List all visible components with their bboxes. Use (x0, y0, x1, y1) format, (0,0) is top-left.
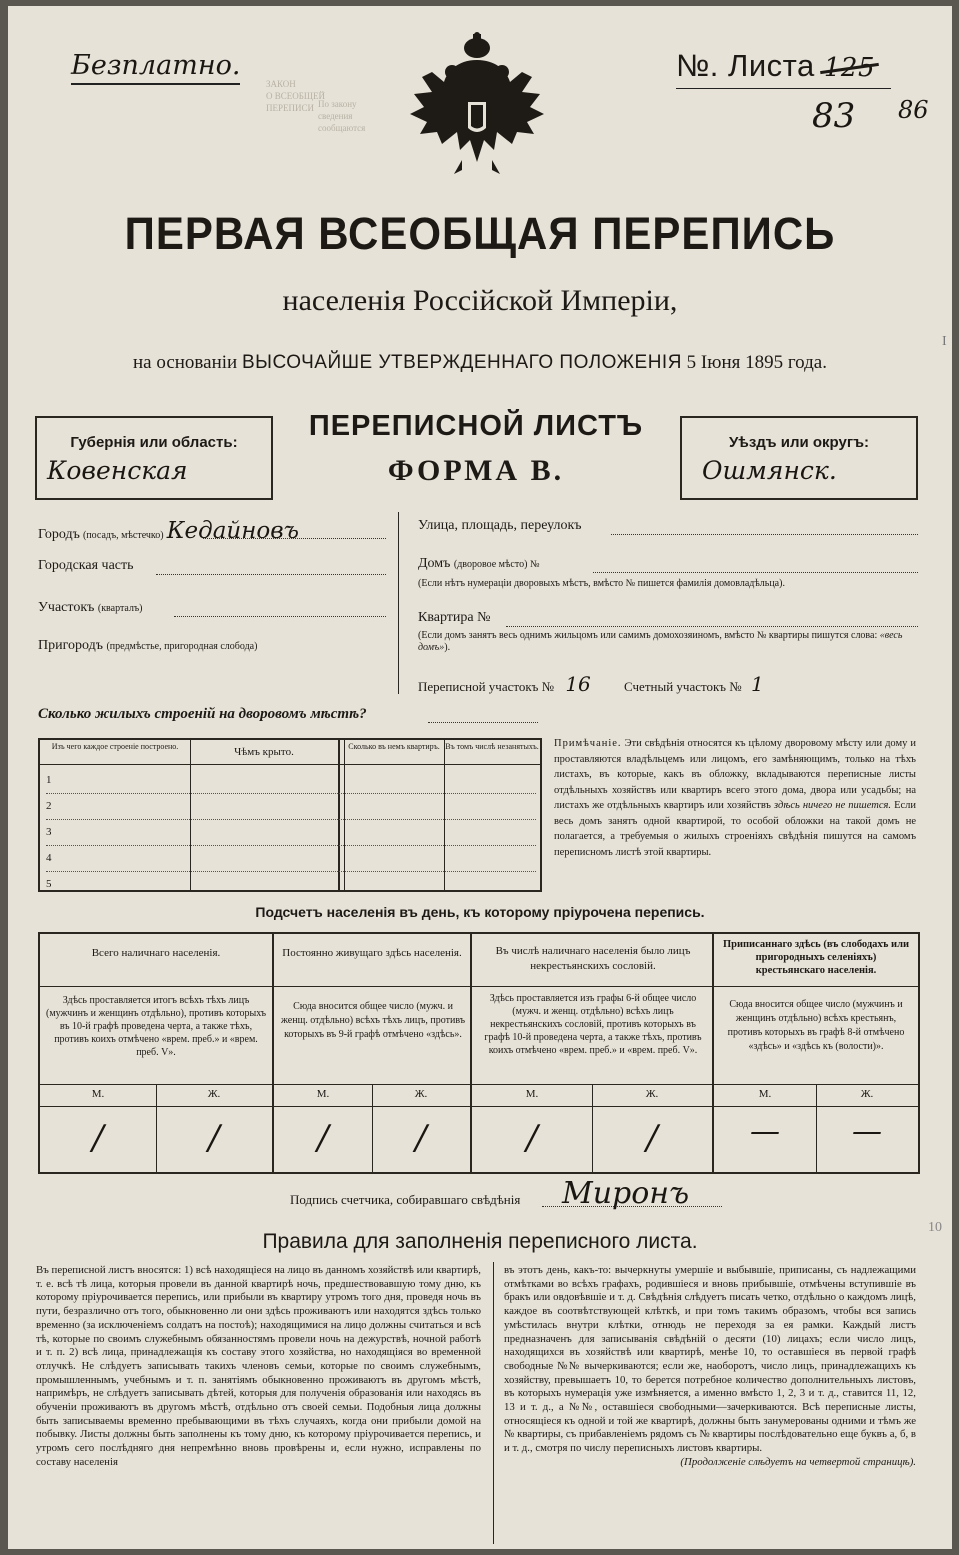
buildings-col-material: Изъ чего каждое строеніе построено. (51, 742, 179, 751)
population-col-present-f-label: Ж. (207, 1088, 221, 1100)
uezd-label: Уѣздъ или округъ: (728, 434, 870, 451)
population-nonpeasant-f-value[interactable]: / (646, 1118, 658, 1158)
population-col-peasant-m-label: М. (758, 1088, 772, 1100)
population-col-resident-m-label: М. (316, 1088, 330, 1100)
population-table (38, 932, 920, 1174)
rules-title: Правила для заполненія переписного листа. (262, 1230, 698, 1253)
house-hint: (Если нѣтъ нумераціи дворовыхъ мѣстъ, вмѣсто № пишется фамилія домовладѣльца). (418, 578, 785, 589)
population-title: Подсчетъ населенія въ день, къ которому пріурочена перепись. (255, 904, 705, 920)
population-col-present-head: Всего наличнаго населенія. (91, 947, 221, 959)
table-row[interactable]: 3 (46, 820, 536, 846)
gubernia-box (35, 416, 273, 500)
population-col-nonpeasant-desc: Здѣсь проставляется изъ графы 6-й общее число (мужч. и женщ. отдѣльно) всѣхъ лицъ некрестьянскихъ сословій, противъ которыхъ въ графѣ 10-й проведена черта, а также тѣхъ, противъ коихъ отмѣчено «врем. преб.» и «врем. преб. V». (484, 993, 702, 1056)
flat-field[interactable]: Квартира № (418, 610, 918, 626)
signature-label: Подпись счетчика, собиравшаго свѣдѣнія (290, 1192, 521, 1207)
signature-value[interactable]: Миронъ (562, 1176, 690, 1211)
population-col-present-m-label: М. (91, 1088, 105, 1100)
table-row[interactable]: 2 (46, 794, 536, 820)
population-col-peasant-f-label: Ж. (860, 1088, 874, 1100)
population-nonpeasant-m-value[interactable]: / (526, 1118, 538, 1158)
faded-notice-left: ЗАКОН О ВСЕОБЩЕЙ ПЕРЕПИСИ (266, 79, 325, 113)
subtitle: населенія Россійской Имперіи, (282, 284, 678, 317)
population-resident-m-value[interactable]: / (317, 1118, 329, 1158)
main-title: ПЕРВАЯ ВСЕОБЩАЯ ПЕРЕПИСЬ (124, 208, 836, 259)
buildings-question: Сколько жилыхъ строеній на дворовомъ мѣстѣ? (38, 706, 367, 722)
uezd-box (680, 416, 918, 500)
sheet-number-underline (676, 88, 891, 89)
address-divider (398, 512, 399, 694)
buildings-col-vacant: Въ томъ числѣ незанятыхъ. (445, 742, 539, 751)
precinct-field[interactable]: Участокъ (кварталъ) (38, 600, 386, 616)
gubernia-value[interactable]: Ковенская (47, 456, 188, 485)
form-title: ФОРМА В. (387, 454, 565, 487)
faded-notice-right (674, 102, 814, 115)
buildings-col-flats: Сколько въ немъ квартиръ. (348, 742, 440, 751)
table-row[interactable]: 4 (46, 846, 536, 872)
population-col-resident-head: Постоянно живущаго здѣсь населенія. (282, 947, 462, 959)
corner-handwritten-number: 86 (898, 96, 929, 124)
rules-divider (493, 1262, 494, 1544)
buildings-answer-line (428, 722, 538, 723)
buildings-col-roof: Чѣмъ крыто. (234, 746, 294, 758)
population-col-peasant-desc: Сюда вносится общее число (мужчинъ и женщинъ отдѣльно) всѣхъ крестьянъ, противъ которыхъ въ графѣ 8-й отмѣчено «здѣсь» и «здѣсь къ (волости)». (727, 999, 905, 1052)
faded-notice-mid: По закону сведения сообщаются (318, 99, 366, 133)
imperial-eagle-icon (402, 32, 552, 182)
uezd-value[interactable]: Ошмянск. (702, 456, 837, 485)
sheet-number-handwritten: 83 (812, 96, 856, 136)
population-col-nonpeasant-f-label: Ж. (645, 1088, 659, 1100)
rules-left-column: Въ переписной листъ вносятся: 1) всѣ находящіеся на лицо въ данномъ хозяйствѣ или квартирѣ, т. е. всѣ тѣ лица, которыя провели въ данной квартирѣ ночь, предшествовавшую тому дню, къ которому пріурочивается перепись, или прибыли въ квартиру утромъ того дня, проведя ночь въ пути, безразлично отъ того, обыкновенно ли они здѣсь проживаютъ или находятся здѣсь только временно (за исключеніемъ солдатъ на постоѣ); находящимися на лицо должны считаться и всѣ тѣ, которые по своимъ служебнымъ обязанностямъ провели ночь на дежурствѣ, ночной работѣ и т. п. 2) всѣ лица, принадлежащія къ составу этого хозяйства, но находящіяся во временной отлучкѣ. Не слѣдуетъ записывать такихъ членовъ семьи, которые по своимъ служебнымъ, промышленнымъ, учебнымъ и т. п. занятіямъ обыкновенно проживаютъ въ другомъ мѣстѣ, напримѣръ, не слѣдуетъ записывать дѣтей, которыя для полученія образованія или находясь въ обученіи проживаютъ въ другомъ мѣстѣ, отдѣльно отъ своей семьи. Подобныя лица должны быть записываемы временно пребывающими въ тѣхъ случаяхъ, когда они прибыли домой на побывку. Листы должны быть заполнены къ тому дню, къ которому пріурочивается перепись, и утромъ сего послѣдняго дня непремѣнно вновь провѣрены и, если нужно, исправлены по составу населенія (36, 1264, 481, 1468)
population-col-peasant-head: Приписаннаго здѣсь (въ слободахъ или пригородныхъ селеніяхъ) крестьянскаго населенія. (722, 939, 910, 976)
population-col-nonpeasant-m-label: М. (525, 1088, 539, 1100)
city-field[interactable]: Городъ (посадъ, мѣстечко) Кедайновъ (38, 518, 386, 544)
basis-line: на основаніи ВЫСОЧАЙШЕ УТВЕРЖДЕННАГО ПОЛОЖЕНІЯ 5 Іюня 1895 года. (133, 352, 827, 373)
table-row[interactable]: 1 (46, 768, 536, 794)
census-district-value[interactable]: 16 (565, 672, 591, 696)
suburb-field[interactable]: Пригородъ (предмѣстье, пригородная слобода) (38, 638, 258, 653)
census-sheet (8, 6, 952, 1549)
house-field[interactable]: Домъ (дворовое мѣсто) № (418, 556, 918, 572)
population-peasant-m-value[interactable]: — (750, 1114, 780, 1149)
population-col-resident-f-label: Ж. (414, 1088, 428, 1100)
buildings-note: Примѣчаніе. Эти свѣдѣнія относятся къ цѣлому дворовому мѣсту или дому и проставляются владѣльцемъ или лицомъ, его замѣняющимъ, только на тѣхъ листахъ, въ которые, какъ въ обложку, вкладываются переписные листы отдѣльныхъ хозяйствъ или квартиръ всего этого дома, двора или усадьбы; на листахъ же отдѣльныхъ квартиръ или хозяйствъ здѣсь ничего не пишется. Если весь домъ занятъ одной квартирой, то особой обложки на такой домъ не полагается, а требуемыя о жилыхъ строеніяхъ свѣдѣнія пишутся на самомъ переписномъ листѣ этой квартиры. (554, 738, 916, 858)
city-value[interactable]: Кедайновъ (166, 518, 299, 544)
population-resident-f-value[interactable]: / (415, 1118, 427, 1158)
census-district-field[interactable]: Переписной участокъ № 16 Счетный участокъ № 1 (418, 672, 764, 696)
population-present-f-value[interactable]: / (208, 1118, 220, 1158)
table-row[interactable]: 5 (46, 878, 52, 890)
district-field[interactable]: Городская часть (38, 558, 386, 574)
flat-hint: (Если домъ занятъ весь однимъ жильцомъ или самимъ домохозяиномъ, вмѣсто № квартиры пишутся слова: «весь домъ»). (418, 630, 903, 653)
population-col-nonpeasant-head: Въ числѣ наличнаго населенія было лицъ некрестьянскихъ сословій. (495, 945, 691, 972)
population-peasant-f-value[interactable]: — (852, 1114, 882, 1149)
margin-mark-bottom: 10 (928, 1220, 942, 1235)
rules-right-column: въ этотъ день, какъ-то: вычеркнуты умершіе и выбывшіе, приписаны, съ надлежащими отмѣтками во всѣхъ графахъ, родившіеся и вновь прибывшіе, отмѣчены вступившіе въ бракъ или овдовѣвшіе и т. д. Свѣдѣнія слѣдуетъ писать четко, отдѣльно о каждомъ лицѣ, каждое въ соотвѣтствующей клѣткѣ, и при томъ такимъ образомъ, чтобы вся запись умѣстилась внутри клѣтки, отнюдь не переходя за ея рамки. Каждый листъ предназначенъ для записыванія свѣдѣній о десяти (10) лицахъ; если число лицъ, находящихся въ хозяйствѣ или квартирѣ, менѣе 10, то оставшіеся въ первой графѣ свободные №№ вычеркиваются; если же, наоборотъ, число лицъ, принадлежащихъ къ хозяйству, превышаетъ 10, то берется потребное количество дополнительныхъ листовъ, въ которыхъ нумерація уже измѣняется, а именно вмѣсто 1, 2, 3 и т. д., ставится 11, 12, 13 и т. д., а №№, оставшіеся свободными—зачеркиваются. Всѣ переписные листы, относящіеся къ одной и той же квартирѣ, должны быть занумерованы одними и тѣмъ же № квартиры, съ прибавленіемъ рядомъ съ № квартиры послѣдовательно еще буквъ а, б, в и т. д., смотря по числу переписныхъ листовъ квартиры. (Продолженіе слѣдуетъ на четвертой страницѣ). (504, 1264, 916, 1468)
population-present-m-value[interactable]: / (92, 1118, 104, 1158)
free-label: Безплатно. (71, 50, 240, 81)
rules-continued-note: (Продолженіе слѣдуетъ на четвертой страницѣ). (680, 1455, 916, 1468)
population-col-present-desc: Здѣсь проставляется итогъ всѣхъ тѣхъ лицъ (мужчинъ и женщинъ отдѣльно), противъ которыхъ въ 10-й графѣ проведена черта, а также тѣхъ, противъ коихъ отмѣчено «врем. преб.» и «врем. преб. V». (46, 995, 266, 1058)
buildings-table (38, 738, 542, 892)
sheet-title: ПЕРЕПИСНОЙ ЛИСТЪ (308, 410, 644, 442)
street-field[interactable]: Улица, площадь, переулокъ (418, 518, 918, 534)
population-col-resident-desc: Сюда вносится общее число (мужч. и женщ. отдѣльно) всѣхъ тѣхъ лицъ, противъ которыхъ въ 9-й графѣ отмѣчено «здѣсь». (281, 1001, 465, 1040)
gubernia-label: Губернія или область: (70, 434, 238, 451)
sheet-number: №. Листа 125 (676, 48, 875, 84)
count-district-value[interactable]: 1 (750, 672, 764, 696)
buildings-rows (46, 768, 536, 897)
margin-mark-top: I (942, 334, 947, 349)
sheet-number-crossed: 125 (824, 53, 875, 83)
